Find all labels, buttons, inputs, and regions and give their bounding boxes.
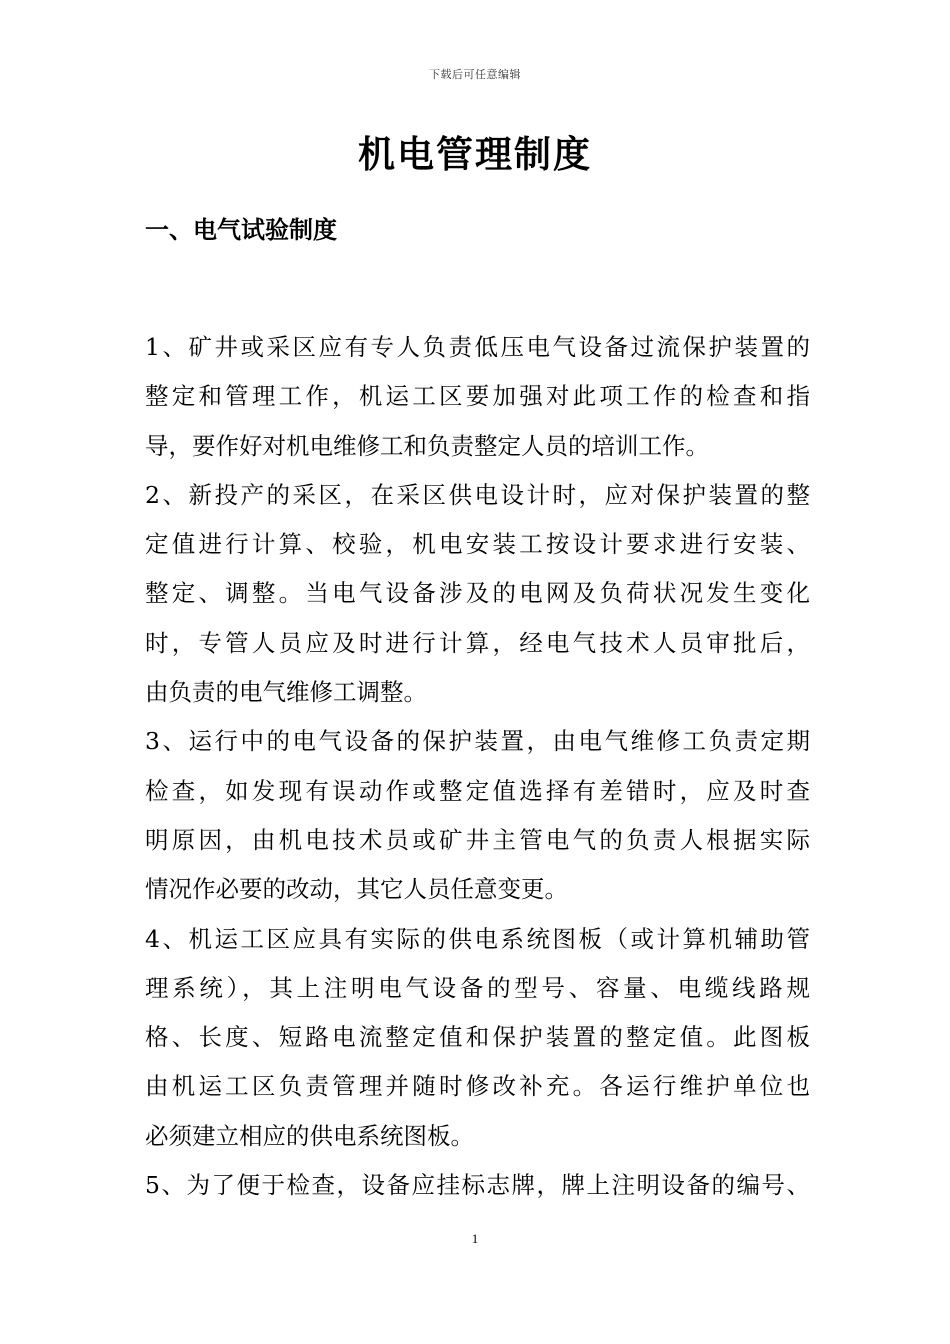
page-number: 1: [471, 1231, 479, 1246]
text-line: 情况作必要的改动，其它人员任意变更。: [145, 875, 568, 904]
text-line: 由负责的电气维修工调整。: [145, 678, 427, 707]
text-line: 导，要作好对机电维修工和负责整定人员的培训工作。: [145, 431, 709, 460]
body-text: [145, 323, 810, 1210]
text-line: 4、机运工区应具有实际的供电系统图板（或计算机辅助管: [145, 924, 810, 953]
text-line: 整定、调整。当电气设备涉及的电网及负荷状况发生变化: [145, 579, 810, 608]
text-line: 2、新投产的采区，在采区供电设计时，应对保护装置的整: [145, 480, 810, 509]
text-line: 明原因，由机电技术员或矿井主管电气的负责人根据实际: [145, 825, 810, 854]
text-line: 检查，如发现有误动作或整定值选择有差错时，应及时查: [145, 776, 810, 805]
paragraph-1: [145, 323, 810, 471]
text-line: 1、矿井或采区应有专人负责低压电气设备过流保护装置的: [145, 333, 810, 361]
text-line: 由机运工区负责管理并随时修改补充。各运行维护单位也: [145, 1072, 810, 1101]
header-note: 下载后可任意编辑: [429, 68, 521, 81]
text-line: 整定和管理工作，机运工区要加强对此项工作的检查和指: [145, 382, 810, 411]
text-line: 5、为了便于检查，设备应挂标志牌，牌上注明设备的编号、: [145, 1171, 810, 1200]
paragraph-2: [145, 471, 810, 717]
text-line: 理系统），其上注明电气设备的型号、容量、电缆线路规: [145, 973, 810, 1002]
document-title: 机电管理制度: [358, 133, 592, 176]
text-line: 时，专管人员应及时进行计算，经电气技术人员审批后，: [145, 628, 810, 657]
paragraph-3: [145, 717, 810, 914]
paragraph-5: [145, 1161, 810, 1210]
text-line: 3、运行中的电气设备的保护装置，由电气维修工负责定期: [145, 727, 810, 756]
text-line: 格、长度、短路电流整定值和保护装置的整定值。此图板: [145, 1023, 810, 1052]
text-line: 定值进行计算、校验，机电安装工按设计要求进行安装、: [145, 530, 810, 559]
section-heading: 一、电气试验制度: [145, 216, 337, 244]
paragraph-4: [145, 915, 810, 1161]
text-line: 必须建立相应的供电系统图板。: [145, 1121, 474, 1150]
